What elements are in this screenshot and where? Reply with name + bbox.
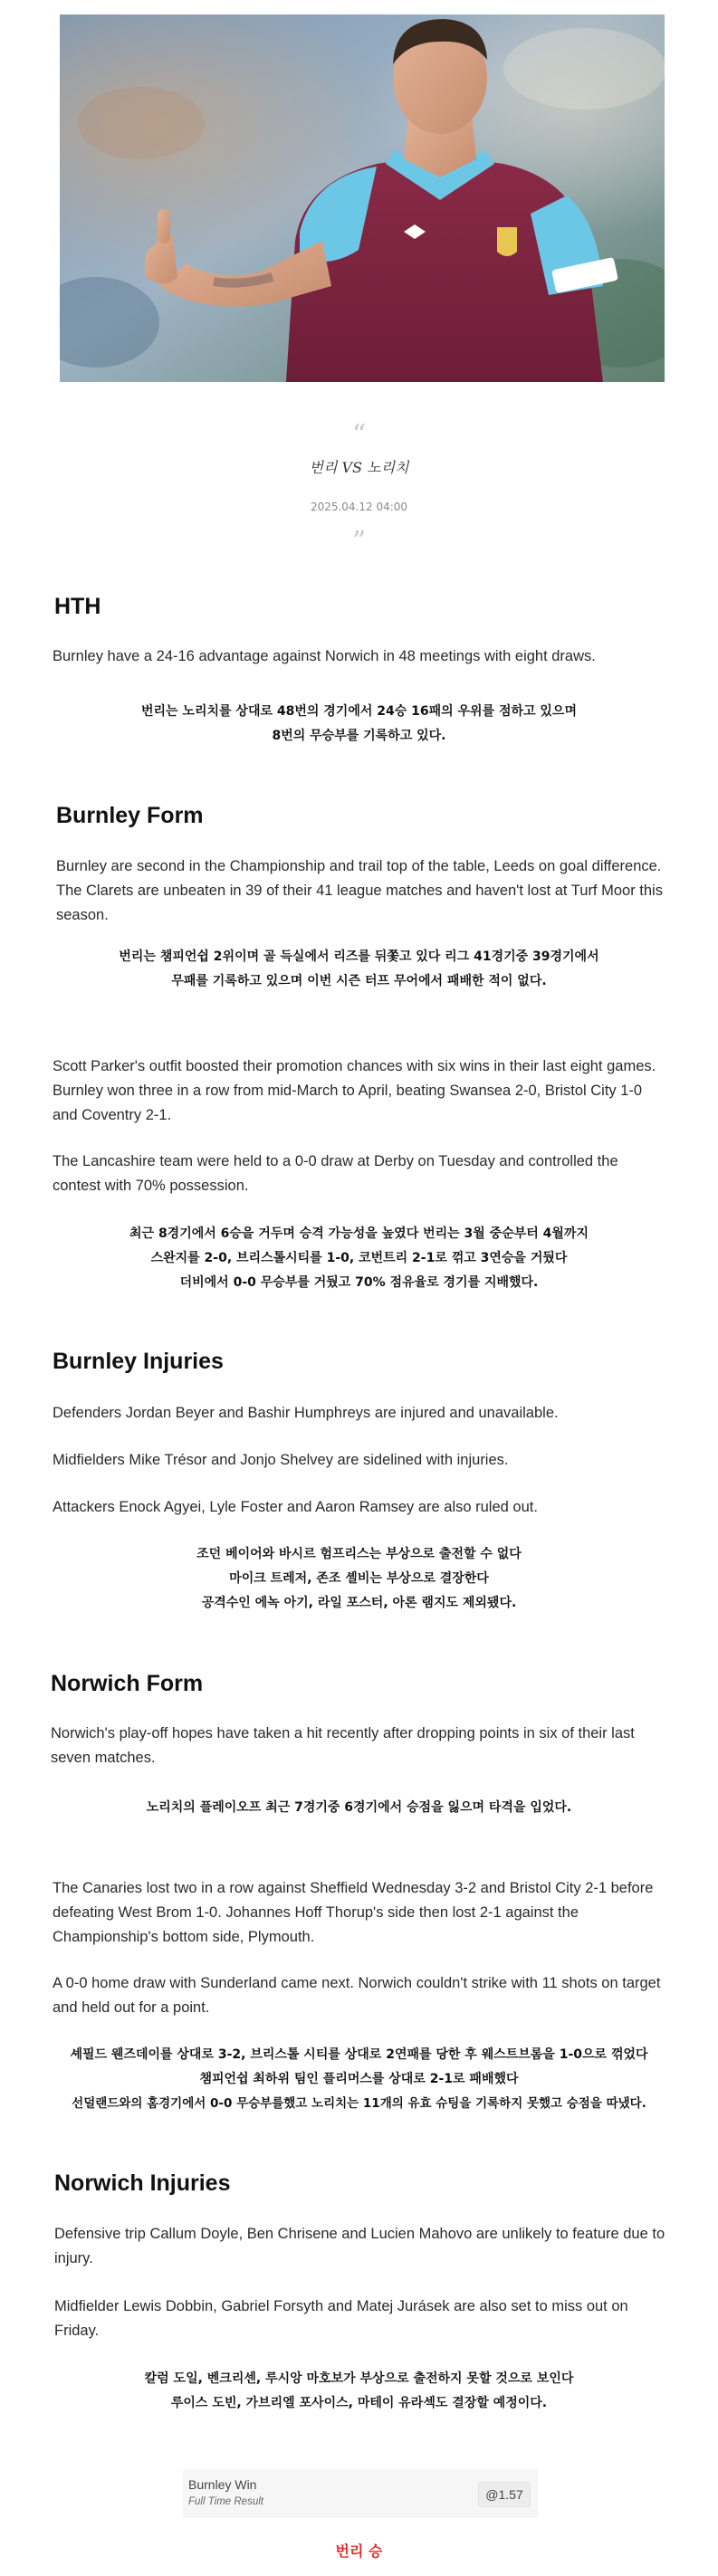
section-heading-norwich-form: Norwich Form xyxy=(51,1671,204,1696)
norwich-form-english-3: A 0-0 home draw with Sunderland came next. Norwich couldn't strike with 11 shots on target and held out for a point. xyxy=(53,1975,661,2016)
section-heading-hth: HTH xyxy=(54,594,101,619)
odds-market-label: Burnley Win xyxy=(188,2477,257,2492)
match-title: 번리 VS 노리치 xyxy=(309,459,409,476)
korean-line: 공격수인 에녹 아기, 라일 포스터, 아론 램지도 제외됐다. xyxy=(201,1596,517,1610)
korean-line: 무패를 기록하고 있으며 이번 시즌 터프 무어에서 패배한 적이 없다. xyxy=(171,974,547,988)
burnley-form-english-1: Burnley are second in the Championship and trail top of the table, Leeds on goal difference. The Clarets are unbeaten in 39 of their 41 league matches and haven't lost at Turf Moor this season. xyxy=(56,858,663,923)
burnley-form-korean-2 xyxy=(36,1222,682,1295)
korean-line: 스완지를 2-0, 브리스톨시티를 1-0, 코번트리 2-1로 꺾고 3연승을 거뒀다 xyxy=(150,1251,568,1265)
quote-open-icon: “ xyxy=(351,419,367,451)
section-heading-burnley-injuries: Burnley Injuries xyxy=(53,1349,224,1374)
korean-line: 선덜랜드와의 홈경기에서 0-0 무승부를했고 노리치는 11개의 유효 슈팅을 기록하지 못했고 승점을 따냈다. xyxy=(72,2096,646,2111)
section-heading-norwich-injuries: Norwich Injuries xyxy=(54,2171,231,2196)
player-illustration xyxy=(60,14,665,382)
korean-line: 노리치의 플레이오프 최근 7경기중 6경기에서 승점을 잃으며 타격을 입었다. xyxy=(146,1800,572,1815)
korean-line: 8번의 무승부를 기록하고 있다. xyxy=(272,729,446,743)
korean-line: 번리는 노리치를 상대로 48번의 경기에서 24승 16패의 우위를 점하고 있으며 xyxy=(141,704,577,719)
norwich-injuries-midfielders: Midfielder Lewis Dobbin, Gabriel Forsyth and Matej Jurásek are also set to miss out on Friday. xyxy=(54,2298,628,2339)
match-date: 2025.04.12 04:00 xyxy=(310,501,408,513)
hero-photo xyxy=(60,14,665,382)
hth-english: Burnley have a 24-16 advantage against Norwich in 48 meetings with eight draws. xyxy=(53,648,596,664)
odds-card[interactable] xyxy=(183,2469,538,2518)
burnley-form-english-3: The Lancashire team were held to a 0-0 draw at Derby on Tuesday and controlled the contest with 70% possession. xyxy=(53,1153,618,1194)
korean-line: 마이크 트레저, 존조 셸비는 부상으로 결장한다 xyxy=(229,1571,489,1586)
korean-line: 더비에서 0-0 무승부를 거뒀고 70% 점유율로 경기를 지배했다. xyxy=(179,1275,539,1290)
norwich-form-korean-2 xyxy=(36,2043,682,2116)
odds-value-button[interactable]: @1.57 xyxy=(478,2482,531,2507)
odds-market-sublabel: Full Time Result xyxy=(188,2496,263,2507)
hth-korean xyxy=(36,700,682,749)
norwich-injuries-korean xyxy=(36,2367,682,2416)
norwich-form-english-1: Norwich's play-off hopes have taken a hit recently after dropping points in six of their last seven matches. xyxy=(51,1725,635,1766)
korean-line: 셰필드 웬즈데이를 상대로 3-2, 브리스톨 시티를 상대로 2연패를 당한 후 웨스트브롬을 1-0으로 꺾었다 xyxy=(70,2047,648,2062)
korean-line: 조던 베이어와 바시르 험프리스는 부상으로 출전할 수 없다 xyxy=(196,1547,522,1561)
korean-line: 루이스 도빈, 가브리엘 포사이스, 마테이 유라섹도 결장할 예정이다. xyxy=(170,2396,548,2410)
quote-close-icon: ” xyxy=(351,526,367,558)
burnley-injuries-korean xyxy=(36,1542,682,1616)
prediction-result: 번리 승 xyxy=(335,2543,383,2560)
norwich-injuries-defenders: Defensive trip Callum Doyle, Ben Chrisene and Lucien Mahovo are unlikely to feature due to injury. xyxy=(54,2226,665,2266)
korean-line: 최근 8경기에서 6승을 거두며 승격 가능성을 높였다 번리는 3월 중순부터 4월까지 xyxy=(129,1226,589,1241)
burnley-injuries-midfielders: Midfielders Mike Trésor and Jonjo Shelvey are sidelined with injuries. xyxy=(53,1452,509,1468)
burnley-injuries-defenders: Defenders Jordan Beyer and Bashir Humphreys are injured and unavailable. xyxy=(53,1405,559,1421)
burnley-injuries-attackers: Attackers Enock Agyei, Lyle Foster and Aaron Ramsey are also ruled out. xyxy=(53,1499,538,1515)
burnley-form-korean-1 xyxy=(36,945,682,994)
norwich-form-korean-1 xyxy=(36,1796,682,1820)
korean-line: 챔피언쉽 최하위 팀인 플리머스를 상대로 2-1로 패배했다 xyxy=(199,2072,519,2086)
korean-line: 번리는 챔피언쉽 2위이며 골 득실에서 리즈를 뒤쫓고 있다 리그 41경기중 39경기에서 xyxy=(119,949,599,964)
section-heading-burnley-form: Burnley Form xyxy=(56,803,204,828)
korean-line: 칼럼 도일, 벤크리센, 루시앙 마호보가 부상으로 출전하지 못할 것으로 보인다 xyxy=(144,2371,574,2386)
burnley-form-english-2: Scott Parker's outfit boosted their promotion chances with six wins in their last eight games. Burnley won three in a row from mid-March to April, beating Swansea 2-0, Bristol City 1-0 and Coventry 2-1. xyxy=(53,1058,656,1123)
norwich-form-english-2: The Canaries lost two in a row against Sheffield Wednesday 3-2 and Bristol City 2-1 before defeating West Brom 1-0. Johannes Hoff Thorup's side then lost 2-1 against the Championship's bottom side, Plymouth. xyxy=(53,1880,654,1945)
